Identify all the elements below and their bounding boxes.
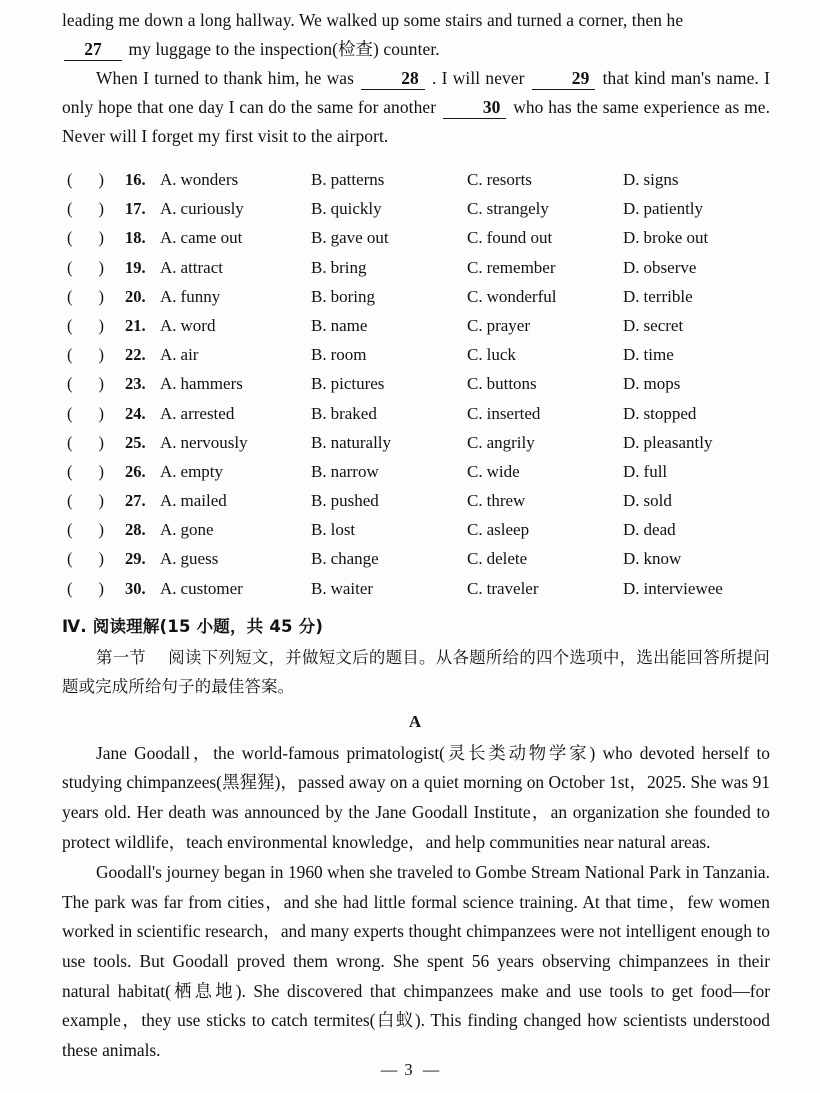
option-letter: A. — [160, 315, 177, 335]
option-letter: C. — [467, 286, 483, 306]
question-number: 28. — [125, 520, 146, 540]
option-letter: D. — [623, 286, 640, 306]
section-instruction-line — [62, 643, 770, 701]
option-letter: C. — [467, 345, 483, 365]
option-letter: D. — [623, 491, 640, 511]
option-text: waiter — [330, 578, 374, 598]
option-letter: A. — [160, 432, 177, 452]
mc-option-b[interactable] — [311, 223, 389, 252]
answer-bracket[interactable]: ( ) — [67, 374, 104, 394]
option-letter: B. — [311, 520, 327, 540]
option-text: secret — [643, 315, 684, 335]
option-text: sold — [643, 491, 672, 511]
answer-bracket[interactable]: ( ) — [67, 315, 104, 335]
question-number: 24. — [125, 403, 146, 423]
option-text: attract — [180, 257, 223, 277]
mc-option-a[interactable] — [160, 194, 244, 223]
option-letter: C. — [467, 374, 483, 394]
question-number: 30. — [125, 578, 146, 598]
mc-option-c[interactable] — [467, 457, 520, 486]
option-text: pleasantly — [643, 432, 713, 452]
passage-paragraph-1: Jane Goodall，the world-famous primatologist(灵长类动物学家) who devoted herself to studying chimpanzees(黑猩猩)，passed away on a quiet morning on October 1st，2025. She was 91 years old. Her death was announced by the Jane Goodall Institute，an organization she founded to protect wildlife，teach environmental knowledge，and help communities near natural areas. — [62, 742, 770, 852]
option-letter: C. — [467, 170, 483, 189]
cloze-text-3c: that kind man's name. I only hope that one day I can do the same for another — [62, 68, 770, 117]
mc-option-d[interactable] — [623, 340, 674, 369]
option-letter: B. — [311, 403, 327, 423]
option-letter: D. — [623, 170, 640, 189]
cloze-line-3 — [62, 64, 770, 151]
mc-option-d[interactable] — [623, 544, 681, 573]
option-letter: C. — [467, 199, 483, 219]
mc-option-c[interactable] — [467, 486, 525, 515]
answer-bracket[interactable]: ( ) — [67, 491, 104, 511]
mc-row — [62, 515, 770, 544]
option-letter: B. — [311, 578, 327, 598]
option-text: patiently — [643, 199, 704, 219]
footer-page-number: 3 — [404, 1060, 416, 1079]
option-letter: D. — [623, 578, 640, 598]
option-text: full — [643, 461, 668, 481]
reading-section — [62, 613, 770, 1066]
mc-option-d[interactable] — [623, 311, 683, 340]
option-text: dead — [643, 520, 676, 540]
mc-row — [62, 311, 770, 340]
option-text: strangely — [486, 199, 549, 219]
option-text: nervously — [180, 432, 248, 452]
option-letter: D. — [623, 432, 640, 452]
option-text: wonders — [180, 170, 239, 189]
option-letter: B. — [311, 228, 327, 248]
instruction-text: 阅读下列短文，并做短文后的题目。从各题所给的四个选项中，选出能回答所提问题或完成所给句子的最佳答案。 — [62, 647, 770, 696]
mc-row — [62, 399, 770, 428]
option-text: inserted — [486, 403, 541, 423]
footer-dash-left: — — [380, 1060, 398, 1079]
option-text: gone — [180, 520, 214, 540]
mc-option-d[interactable] — [623, 457, 667, 486]
mc-option-a[interactable] — [160, 311, 215, 340]
option-text: name — [330, 315, 368, 335]
option-text: hammers — [180, 374, 243, 394]
page-footer — [0, 1060, 820, 1080]
mc-option-c[interactable] — [467, 544, 527, 573]
mc-row — [62, 369, 770, 398]
mc-option-d[interactable] — [623, 165, 679, 194]
option-text: empty — [180, 461, 224, 481]
option-text: change — [330, 549, 379, 569]
option-letter: A. — [160, 461, 177, 481]
mc-option-b[interactable] — [311, 486, 379, 515]
mc-option-b[interactable] — [311, 340, 366, 369]
answer-bracket[interactable]: ( ) — [67, 286, 104, 306]
mc-option-c[interactable] — [467, 340, 516, 369]
option-letter: C. — [467, 520, 483, 540]
option-letter: B. — [311, 549, 327, 569]
mc-option-d[interactable] — [623, 515, 676, 544]
option-text: bring — [330, 257, 367, 277]
mc-option-d[interactable] — [623, 223, 708, 252]
question-number: 17. — [125, 199, 146, 219]
mc-option-a[interactable] — [160, 515, 214, 544]
mc-option-c[interactable] — [467, 399, 540, 428]
option-text: buttons — [486, 374, 537, 394]
passage-paragraph-2: Goodall's journey began in 1960 when she traveled to Gombe Stream National Park in Tanzania. The park was far from cities，and she had little formal science training. At that time，few women worked in scientific research，and many experts thought chimpanzees were not intelligent enough to use tools. But Goodall proved them wrong. She spent 56 years observing chimpanzees in their natural habitat(栖息地). She discovered that chimpanzees make and use tools to get food—for example，they use sticks to catch termites(白蚁). This finding changed how scientists understood these animals. — [62, 862, 770, 1060]
option-letter: A. — [160, 549, 177, 569]
option-letter: C. — [467, 257, 483, 277]
option-text: terrible — [643, 286, 693, 306]
mc-option-a[interactable] — [160, 165, 238, 194]
option-text: boring — [330, 286, 375, 306]
mc-option-b[interactable] — [311, 399, 377, 428]
mc-row — [62, 544, 770, 573]
mc-option-d[interactable] — [623, 574, 723, 603]
option-text: time — [643, 345, 674, 365]
option-letter: C. — [467, 578, 483, 598]
option-text: narrow — [330, 461, 379, 481]
mc-option-d[interactable] — [623, 486, 672, 515]
question-number: 26. — [125, 461, 146, 481]
option-letter: A. — [160, 520, 177, 540]
option-letter: C. — [467, 491, 483, 511]
cloze-passage-section — [62, 0, 770, 151]
mc-row — [62, 223, 770, 252]
question-number: 25. — [125, 432, 146, 452]
option-text: naturally — [330, 432, 392, 452]
mc-option-b[interactable] — [311, 574, 373, 603]
option-letter: D. — [623, 520, 640, 540]
mc-row — [62, 486, 770, 515]
question-number: 27. — [125, 491, 146, 511]
cloze-blank-28[interactable]: 28 — [361, 68, 425, 90]
option-letter: A. — [160, 286, 177, 306]
mc-option-b[interactable] — [311, 194, 382, 223]
mc-option-c[interactable] — [467, 165, 532, 194]
mc-option-d[interactable] — [623, 428, 712, 457]
option-text: wonderful — [486, 286, 557, 306]
option-letter: D. — [623, 199, 640, 219]
answer-bracket[interactable]: ( ) — [67, 345, 104, 365]
option-letter: C. — [467, 549, 483, 569]
cloze-blank-27[interactable]: 27 — [64, 39, 122, 61]
passage-label-a: A — [408, 711, 422, 731]
option-text: gave out — [330, 228, 389, 248]
mc-option-c[interactable] — [467, 223, 552, 252]
option-text: lost — [330, 520, 356, 540]
subsection-label: 第一节 — [96, 647, 147, 667]
option-text: threw — [486, 491, 526, 511]
mc-option-a[interactable] — [160, 457, 223, 486]
cloze-line-1 — [62, 0, 770, 35]
mc-option-a[interactable] — [160, 253, 223, 282]
option-text: stopped — [643, 403, 697, 423]
option-text: found out — [486, 228, 553, 248]
question-number: 20. — [125, 286, 146, 306]
mc-option-a[interactable] — [160, 369, 243, 398]
question-number: 19. — [125, 257, 146, 277]
mc-option-d[interactable] — [623, 282, 693, 311]
mc-row — [62, 340, 770, 369]
cloze-text-3b: . I will never — [432, 68, 525, 88]
question-number: 18. — [125, 228, 146, 248]
mc-option-b[interactable] — [311, 457, 379, 486]
answer-bracket[interactable]: ( ) — [67, 578, 104, 598]
mc-option-c[interactable] — [467, 194, 549, 223]
option-text: traveler — [486, 578, 539, 598]
option-text: funny — [180, 286, 221, 306]
mc-option-a[interactable] — [160, 399, 234, 428]
option-letter: A. — [160, 228, 177, 248]
option-letter: A. — [160, 345, 177, 365]
cloze-blank-30[interactable]: 30 — [443, 97, 507, 119]
question-number: 29. — [125, 549, 146, 569]
option-text: mops — [643, 374, 681, 394]
option-text: know — [643, 549, 682, 569]
mc-option-d[interactable] — [623, 253, 696, 282]
option-text: word — [180, 315, 216, 335]
mc-option-d[interactable] — [623, 194, 703, 223]
mc-option-b[interactable] — [311, 165, 384, 194]
cloze-text-1: leading me down a long hallway. We walked up some stairs and turned a corner, then he — [62, 10, 684, 30]
mc-option-c[interactable] — [467, 369, 537, 398]
answer-bracket[interactable]: ( ) — [67, 199, 104, 219]
option-letter: B. — [311, 461, 327, 481]
option-text: room — [330, 345, 367, 365]
mc-option-a[interactable] — [160, 340, 198, 369]
option-letter: A. — [160, 403, 177, 423]
mc-option-a[interactable] — [160, 428, 248, 457]
answer-bracket[interactable]: ( ) — [67, 170, 104, 189]
mc-option-c[interactable] — [467, 282, 556, 311]
option-text: wide — [486, 461, 520, 481]
answer-bracket[interactable]: ( ) — [67, 228, 104, 248]
option-letter: B. — [311, 491, 327, 511]
option-text: luck — [486, 345, 516, 365]
cloze-line-2 — [62, 35, 770, 64]
option-text: patterns — [330, 170, 385, 189]
mc-option-c[interactable] — [467, 428, 535, 457]
cloze-blank-29[interactable]: 29 — [532, 68, 596, 90]
mc-option-c[interactable] — [467, 253, 556, 282]
mc-row — [62, 194, 770, 223]
question-number: 21. — [125, 315, 146, 335]
mc-option-a[interactable] — [160, 282, 220, 311]
option-letter: C. — [467, 403, 483, 423]
option-text: interviewee — [643, 578, 723, 598]
mc-option-a[interactable] — [160, 486, 227, 515]
option-text: pictures — [330, 374, 385, 394]
option-text: air — [180, 345, 199, 365]
option-letter: A. — [160, 491, 177, 511]
mc-option-c[interactable] — [467, 311, 530, 340]
option-letter: A. — [160, 578, 177, 598]
option-letter: B. — [311, 432, 327, 452]
option-letter: B. — [311, 199, 327, 219]
option-letter: B. — [311, 170, 327, 189]
option-letter: B. — [311, 257, 327, 277]
option-text: guess — [180, 549, 219, 569]
answer-bracket[interactable]: ( ) — [67, 257, 104, 277]
option-text: remember — [486, 257, 556, 277]
option-text: quickly — [330, 199, 382, 219]
option-letter: A. — [160, 199, 177, 219]
option-text: arrested — [180, 403, 235, 423]
option-text: mailed — [180, 491, 227, 511]
cloze-text-3a: When I turned to thank him, he was — [96, 68, 354, 88]
option-letter: C. — [467, 315, 483, 335]
option-letter: A. — [160, 257, 177, 277]
multiple-choice-list — [62, 165, 770, 603]
option-letter: A. — [160, 170, 177, 189]
option-text: delete — [486, 549, 528, 569]
mc-option-b[interactable] — [311, 282, 375, 311]
mc-option-a[interactable] — [160, 223, 242, 252]
question-number: 16. — [125, 170, 146, 189]
mc-row — [62, 457, 770, 486]
mc-option-b[interactable] — [311, 311, 367, 340]
mc-option-c[interactable] — [467, 574, 539, 603]
mc-row — [62, 165, 770, 194]
option-letter: B. — [311, 286, 327, 306]
option-text: pushed — [330, 491, 379, 511]
answer-bracket[interactable]: ( ) — [67, 520, 104, 540]
option-text: prayer — [486, 315, 531, 335]
option-text: angrily — [486, 432, 535, 452]
mc-row — [62, 574, 770, 603]
option-letter: D. — [623, 257, 640, 277]
option-letter: D. — [623, 345, 640, 365]
mc-row — [62, 253, 770, 282]
option-letter: A. — [160, 374, 177, 394]
option-letter: D. — [623, 315, 640, 335]
option-text: signs — [643, 170, 679, 189]
option-text: customer — [180, 578, 243, 598]
option-text: asleep — [486, 520, 530, 540]
option-text: resorts — [486, 170, 532, 189]
option-letter: B. — [311, 315, 327, 335]
option-letter: C. — [467, 228, 483, 248]
mc-option-b[interactable] — [311, 544, 379, 573]
answer-bracket[interactable]: ( ) — [67, 549, 104, 569]
footer-dash-right: — — [422, 1060, 440, 1079]
option-letter: C. — [467, 432, 483, 452]
option-text: came out — [180, 228, 243, 248]
option-letter: B. — [311, 374, 327, 394]
option-text: observe — [643, 257, 697, 277]
option-text: braked — [330, 403, 377, 423]
section-heading: Ⅳ. 阅读理解(15 小题，共 45 分) — [62, 616, 324, 636]
option-text: curiously — [180, 199, 244, 219]
question-number: 22. — [125, 345, 146, 365]
answer-bracket[interactable]: ( ) — [67, 403, 104, 423]
mc-option-d[interactable] — [623, 369, 680, 398]
mc-option-b[interactable] — [311, 515, 355, 544]
option-letter: C. — [467, 461, 483, 481]
question-number: 23. — [125, 374, 146, 394]
option-text: broke out — [643, 228, 709, 248]
mc-option-b[interactable] — [311, 428, 391, 457]
option-letter: D. — [623, 374, 640, 394]
mc-option-d[interactable] — [623, 399, 696, 428]
answer-bracket[interactable]: ( ) — [67, 461, 104, 481]
mc-option-c[interactable] — [467, 515, 529, 544]
mc-row — [62, 428, 770, 457]
mc-row — [62, 282, 770, 311]
cloze-text-3d: who has the same experience as me. Never will I forget my first visit to the airport. — [62, 97, 771, 146]
option-letter: D. — [623, 403, 640, 423]
option-letter: D. — [623, 461, 640, 481]
option-letter: D. — [623, 228, 640, 248]
option-letter: B. — [311, 345, 327, 365]
mc-option-a[interactable] — [160, 574, 243, 603]
cloze-text-2: my luggage to the inspection(检查) counter. — [128, 39, 440, 59]
mc-option-a[interactable] — [160, 544, 218, 573]
mc-option-b[interactable] — [311, 369, 384, 398]
option-letter: D. — [623, 549, 640, 569]
mc-option-b[interactable] — [311, 253, 366, 282]
answer-bracket[interactable]: ( ) — [67, 432, 104, 452]
